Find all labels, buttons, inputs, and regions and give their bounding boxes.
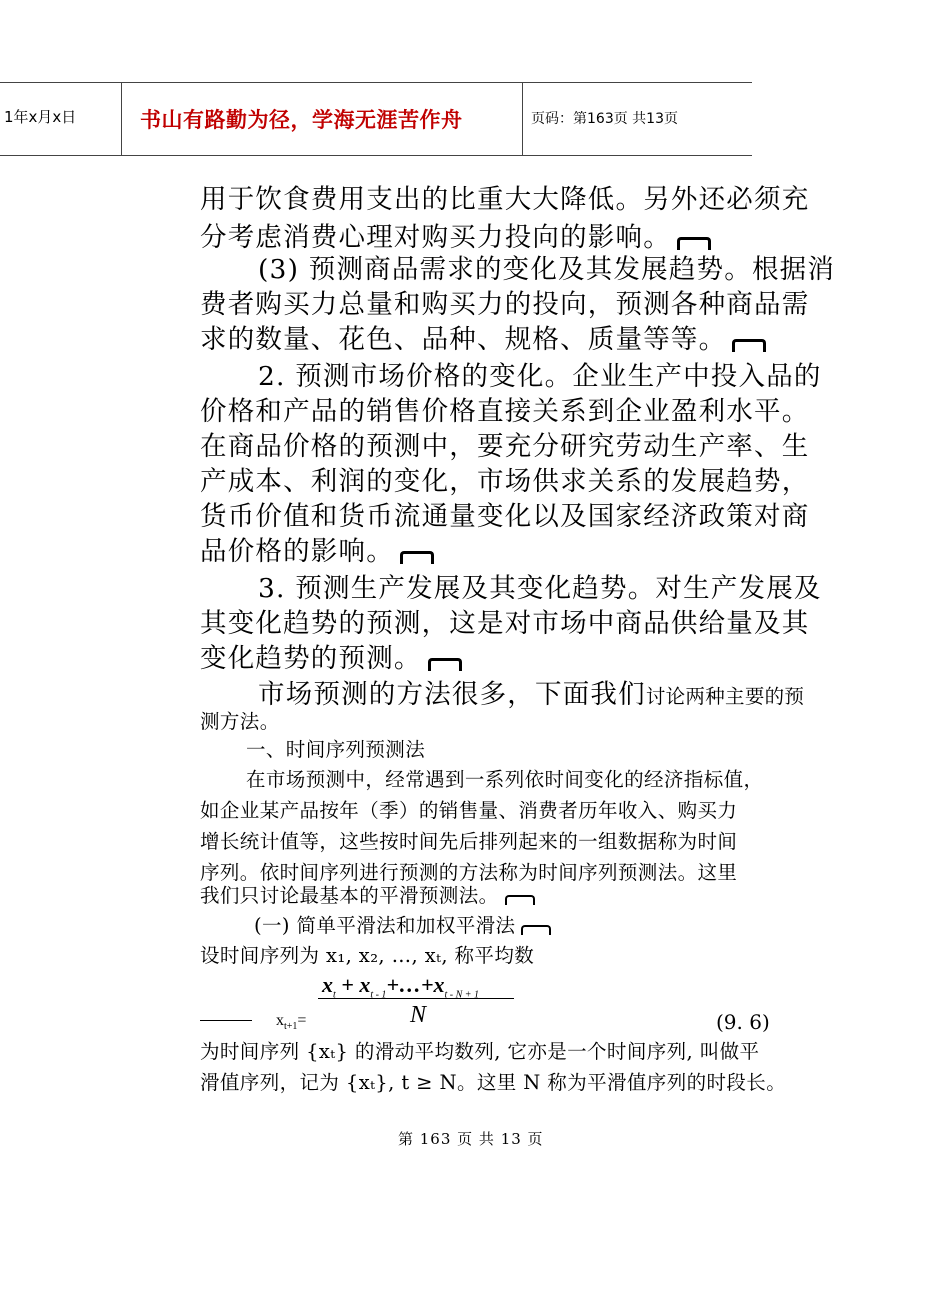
header-divider xyxy=(522,82,523,155)
body-line: 市场预测的方法很多，下面我们讨论两种主要的预 xyxy=(258,679,805,710)
body-line: 品价格的影响。 xyxy=(200,533,434,571)
body-line: 增长统计值等，这些按时间先后排列起来的一组数据称为时间 xyxy=(200,830,738,853)
body-line: 滑值序列，记为 {xₜ}, t ≥ N。这里 N 称为平滑值序列的时段长。 xyxy=(200,1071,787,1094)
formula-numerator: $x_t$ + $x_{t - 1}+\dots+x_{t - N + 1}$ xyxy=(322,972,480,1001)
body-line: (3) 预测商品需求的变化及其发展趋势。根据消 xyxy=(258,254,836,285)
body-line: 如企业某产品按年（季）的销售量、消费者历年收入、购买力 xyxy=(200,799,738,822)
body-line: 价格和产品的销售价格直接关系到企业盈利水平。 xyxy=(200,396,810,427)
header-motto: 书山有路勤为径，学海无涯苦作舟 xyxy=(140,107,463,132)
paragraph-mark-icon xyxy=(732,339,766,352)
header-divider xyxy=(121,82,122,155)
section-heading: 一、时间序列预测法 xyxy=(246,738,426,761)
body-line: 设时间序列为 x₁, x₂, …, xₜ, 称平均数 xyxy=(200,944,535,967)
body-line: 变化趋势的预测。 xyxy=(200,640,462,678)
body-line: 费者购买力总量和购买力的投向，预测各种商品需 xyxy=(200,289,810,320)
body-line: 序列。依时间序列进行预测的方法称为时间序列预测法。这里 xyxy=(200,861,738,884)
body-line: 分考虑消费心理对购买力投向的影响。 xyxy=(200,219,711,257)
page-footer: 第 163 页 共 13 页 xyxy=(398,1130,544,1148)
formula-denominator: N xyxy=(410,1002,427,1028)
paragraph-mark-icon xyxy=(677,237,711,250)
header-date: 1年x月x日 xyxy=(4,108,77,126)
body-line: 2. 预测市场价格的变化。企业生产中投入品的 xyxy=(258,361,822,392)
header-top-rule xyxy=(0,82,752,83)
header-bottom-rule xyxy=(0,155,752,156)
paragraph-mark-icon xyxy=(428,658,462,671)
body-line: 用于饮食费用支出的比重大大降低。另外还必须充 xyxy=(200,184,810,215)
body-line: 测方法。 xyxy=(200,710,280,733)
body-line: 为时间序列 {xₜ} 的滑动平均数列, 它亦是一个时间序列, 叫做平 xyxy=(200,1040,760,1063)
header-page-info: 页码：第163页 共13页 xyxy=(531,111,678,127)
body-line: 求的数量、花色、品种、规格、质量等等。 xyxy=(200,321,766,359)
body-line: 货币价值和货币流通量变化以及国家经济政策对商 xyxy=(200,501,810,532)
body-line: 我们只讨论最基本的平滑预测法。 xyxy=(200,880,535,911)
paragraph-mark-icon xyxy=(505,895,535,905)
body-line: 3. 预测生产发展及其变化趋势。对生产发展及 xyxy=(258,573,822,604)
body-line: 在市场预测中，经常遇到一系列依时间变化的经济指标值， xyxy=(246,768,764,791)
formula-lhs: $x_{t+1}=$ xyxy=(276,1012,307,1033)
paragraph-mark-icon xyxy=(400,551,434,564)
body-line: 产成本、利润的变化，市场供求关系的发展趋势， xyxy=(200,466,810,497)
formula-fraction-bar xyxy=(318,998,514,999)
body-line: 其变化趋势的预测，这是对市场中商品供给量及其 xyxy=(200,608,810,639)
formula-overline xyxy=(200,1020,252,1021)
equation-number: (9. 6) xyxy=(716,1010,770,1034)
paragraph-mark-icon xyxy=(521,925,551,935)
subsection-heading: (一) 简单平滑法和加权平滑法 xyxy=(254,910,551,941)
body-line: 在商品价格的预测中，要充分研究劳动生产率、生 xyxy=(200,431,810,462)
